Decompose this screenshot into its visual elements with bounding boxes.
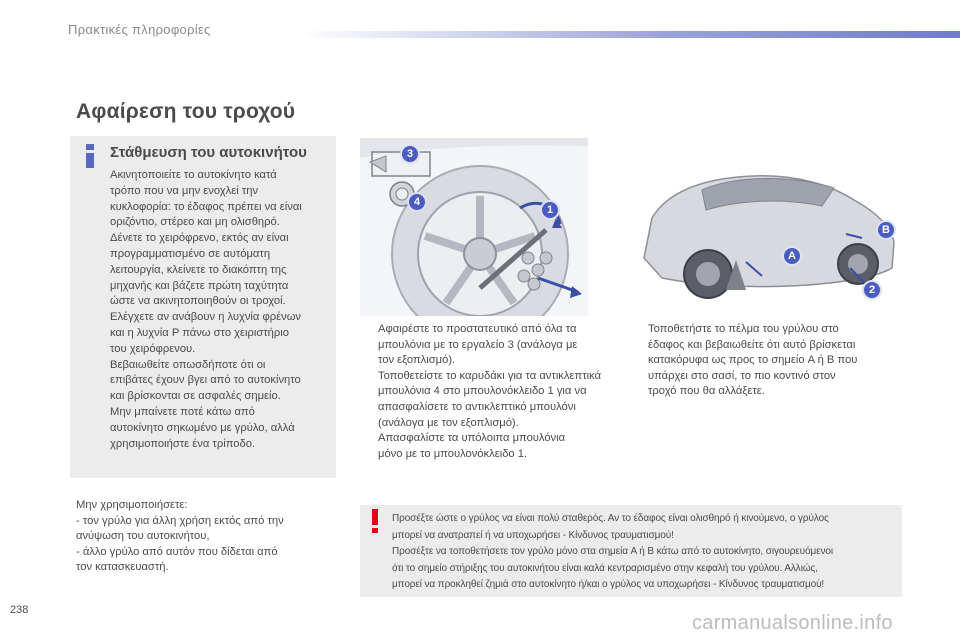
info-line: κυκλοφορία: το έδαφος πρέπει να είναι	[110, 200, 302, 213]
step-line: μπουλόνια με το εργαλείο 3 (ανάλογα με	[378, 338, 578, 351]
info-box-title: Στάθμευση του αυτοκινήτου	[110, 144, 307, 161]
warning-text	[392, 511, 833, 594]
info-box-text	[110, 168, 332, 452]
bottom-list-line: - άλλο γρύλο από αυτόν που δίδεται από	[76, 545, 278, 558]
step-line: τον εξοπλισμό).	[378, 354, 456, 367]
warning-box	[360, 505, 902, 597]
watermark-link[interactable]: carmanualsonline.info	[692, 612, 893, 634]
step-line: μόνο με το μπουλονόκλειδο 1.	[378, 447, 528, 460]
warning-line: Προσέξτε να τοποθετήσετε τον γρύλο μόνο στα σημεία A ή B κάτω από το αυτοκίνητο, σιγουρευόμενοι	[392, 546, 833, 558]
step-line: έδαφος και βεβαιωθείτε ότι αυτό βρίσκεται	[648, 338, 856, 351]
step-item	[362, 369, 601, 431]
bottom-list-line: Μην χρησιμοποιήσετε:	[76, 499, 188, 511]
page-number: 238	[10, 604, 29, 616]
step-line: Τοποθετήστε το πέλμα του γρύλου στο	[648, 323, 839, 335]
step-line: κατακόρυφα ως προς το σημείο A ή B που	[648, 354, 858, 367]
step-item	[362, 322, 601, 369]
info-line: Βεβαιωθείτε οπωσδήποτε ότι οι	[110, 358, 266, 371]
info-line: οριζόντιο, στέρεο και μη ολισθηρό.	[110, 216, 280, 229]
step-line: απασφαλίσετε το αντικλεπτικό μπουλόνι	[378, 400, 576, 413]
wheel-drawing	[360, 138, 588, 316]
car-illustration	[622, 138, 904, 316]
info-box	[70, 136, 336, 478]
step-line: υπάρχει στο σασί, το πιο κοντινό στον	[648, 369, 836, 382]
step-line: Απασφαλίστε τα υπόλοιπα μπουλόνια	[378, 432, 566, 445]
badge-B: B	[876, 220, 896, 240]
info-line: και βρίσκονται σε ασφαλές σημείο.	[110, 390, 281, 403]
info-line: Μην μπαίνετε ποτέ κάτω από	[110, 405, 255, 418]
section-header: Πρακτικές πληροφορίες	[68, 22, 211, 37]
info-line: αυτοκίνητο σηκωμένο με γρύλο, αλλά	[110, 421, 295, 434]
warning-line: Προσέξτε ώστε ο γρύλος να είναι πολύ σταθερός. Αν το έδαφος είναι ολισθηρό ή κινούμενο, ο γρύλος	[392, 513, 829, 524]
wheel-illustration	[360, 138, 588, 316]
info-line: τρόπο που να μην ενοχλεί την	[110, 184, 259, 197]
info-line: μηχανής και βάζετε πρώτη ταχύτητα	[110, 279, 289, 292]
info-line: του χειρόφρενου.	[110, 342, 196, 355]
badge-2: 2	[862, 280, 882, 300]
step-line: (ανάλογα με τον εξοπλισμό).	[378, 416, 519, 429]
step-item	[632, 322, 857, 400]
middle-steps	[362, 322, 601, 462]
header-bar	[300, 31, 960, 38]
step-line: Τοποθετείστε το καρυδάκι για τα αντικλεπτικά	[378, 369, 602, 382]
step-line: τροχό που θα αλλάξετε.	[648, 385, 765, 398]
bottom-list-line: - τον γρύλο για άλλη χρήση εκτός από την	[76, 514, 284, 527]
warning-icon	[372, 509, 378, 533]
bottom-list	[76, 498, 284, 576]
info-icon	[86, 144, 94, 168]
badge-3: 3	[400, 144, 420, 164]
warning-line: μπορεί να ανατραπεί ή να υποχωρήσει - Κίνδυνος τραυματισμού!	[392, 529, 674, 541]
info-line: και η λυχνία P πάνω στο χειριστήριο	[110, 326, 289, 339]
info-line: χρησιμοποιήστε ένα τρίποδο.	[110, 437, 256, 450]
step-item	[362, 431, 601, 462]
info-line: ώστε να ακινητοποιηθούν οι τροχοί.	[110, 295, 286, 308]
info-line: λειτουργία, κλείνετε το διακόπτη της	[110, 263, 287, 276]
info-line: Ακινητοποιείτε το αυτοκίνητο κατά	[110, 169, 277, 181]
bottom-list-line: τον κατασκευαστή.	[76, 561, 169, 574]
info-line: Ελέγχετε αν ανάβουν η λυχνία φρένων	[110, 311, 302, 324]
step-line: Αφαιρέστε το προστατευτικό από όλα τα	[378, 323, 577, 335]
info-line: προγραμματισμένο σε αυτόματη	[110, 247, 271, 260]
warning-line: ότι το σημείο στήριξης του αυτοκινήτου είναι καλά κεντραρισμένο στην κεφαλή του γρύλου. Αλλιώς,	[392, 562, 818, 574]
right-steps	[632, 322, 857, 400]
badge-1: 1	[540, 200, 560, 220]
page-title: Αφαίρεση του τροχού	[76, 100, 296, 123]
info-line: επιβάτες έχουν βγει από το αυτοκίνητο	[110, 374, 301, 387]
bottom-list-line: ανύψωση του αυτοκινήτου,	[76, 530, 210, 543]
badge-A: A	[782, 246, 802, 266]
badge-4: 4	[407, 192, 427, 212]
step-line: μπουλόνια 4 στο μπουλονόκλειδο 1 για να	[378, 385, 587, 398]
info-line: Δένετε το χειρόφρενο, εκτός αν είναι	[110, 232, 289, 245]
warning-line: μπορεί να προκληθεί ζημιά στο αυτοκίνητο ή/και ο γρύλος να υποχωρήσει - Κίνδυνος τραυματισμού!	[392, 579, 825, 591]
